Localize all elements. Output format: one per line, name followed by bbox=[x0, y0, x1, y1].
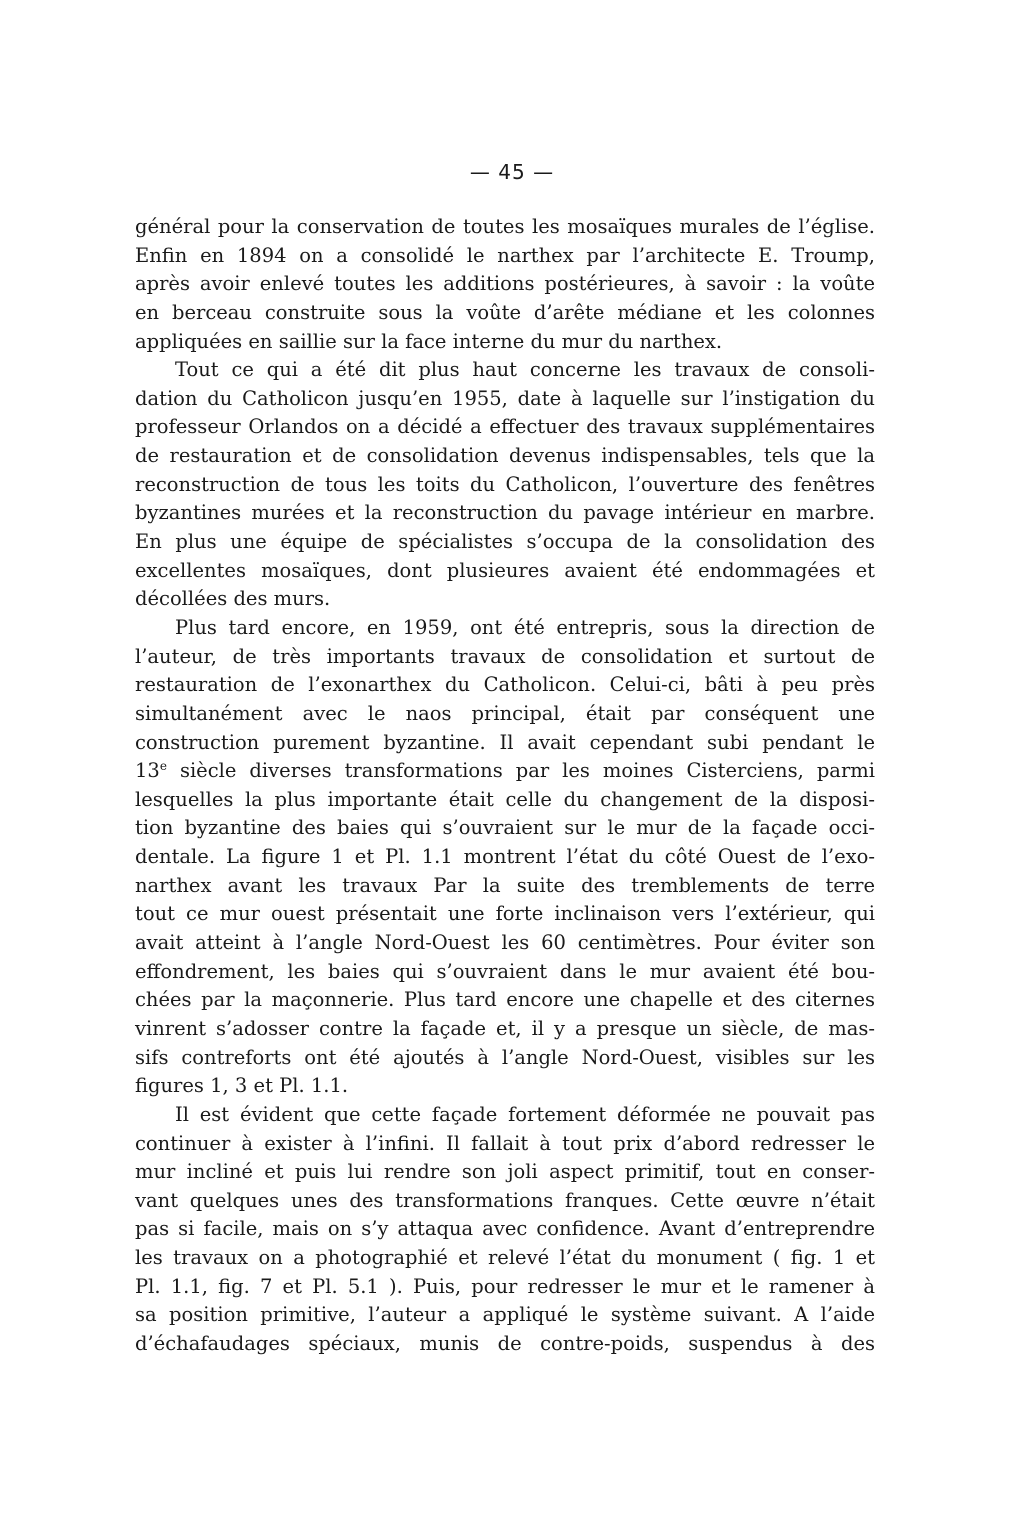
text-line: En plus une équipe de spécialistes s’occupa de la consolidation des bbox=[135, 530, 875, 554]
text-line: Plus tard encore, en 1959, ont été entrepris, sous la direction de bbox=[175, 615, 875, 639]
text-line: Tout ce qui a été dit plus haut concerne les travaux de consoli- bbox=[175, 358, 875, 382]
text-line: continuer à exister à l’infini. Il fallait à tout prix d’abord redresser le bbox=[135, 1131, 875, 1155]
text-line: chées par la maçonnerie. Plus tard encore une chapelle et des citernes bbox=[135, 988, 875, 1012]
text-line: tout ce mur ouest présentait une forte inclinaison vers l’extérieur, qui bbox=[135, 902, 875, 926]
text-line: simultanément avec le naos principal, était par conséquent une bbox=[135, 701, 875, 725]
page-number: — 45 — bbox=[469, 160, 555, 184]
text-line: en berceau construite sous la voûte d’arête médiane et les colonnes bbox=[135, 300, 875, 324]
text-line: effondrement, les baies qui s’ouvraient dans le mur avaient été bou- bbox=[135, 959, 875, 983]
text-line: général pour la conservation de toutes les mosaïques murales de l’église. bbox=[135, 215, 875, 238]
text-line: Pl. 1.1, fig. 7 et Pl. 5.1 ). Puis, pour redresser le mur et le ramener à bbox=[135, 1274, 875, 1298]
text-line: figures 1, 3 et Pl. 1.1. bbox=[135, 1074, 349, 1098]
text-line: avait atteint à l’angle Nord-Ouest les 60 centimètres. Pour éviter son bbox=[135, 931, 875, 955]
text-line: les travaux on a photographié et relevé l’état du monument ( fig. 1 et bbox=[135, 1246, 875, 1270]
text-line: lesquelles la plus importante était celle du changement de la disposi- bbox=[135, 787, 875, 811]
text-line: dation du Catholicon jusqu’en 1955, date à laquelle sur l’instigation du bbox=[135, 386, 875, 410]
text-line: construction purement byzantine. Il avait cependant subi pendant le bbox=[135, 730, 875, 754]
text-line: excellentes mosaïques, dont plusieures avaient été endommagées et bbox=[135, 558, 875, 582]
text-line: professeur Orlandos on a décidé a effectuer des travaux supplémentaires bbox=[135, 415, 875, 439]
text-line: après avoir enlevé toutes les additions postérieures, à savoir : la voûte bbox=[135, 272, 875, 296]
text-line: l’auteur, de très importants travaux de consolidation et surtout de bbox=[135, 644, 875, 668]
text-line: de restauration et de consolidation devenus indispensables, tels que la bbox=[135, 444, 875, 468]
text-line: sa position primitive, l’auteur a appliqué le système suivant. A l’aide bbox=[135, 1303, 875, 1327]
text-line: restauration de l’exonarthex du Catholicon. Celui-ci, bâti à peu près bbox=[135, 673, 875, 697]
text-line: tion byzantine des baies qui s’ouvraient sur le mur de la façade occi- bbox=[135, 816, 875, 840]
text-line: Enfin en 1894 on a consolidé le narthex par l’architecte E. Troump, bbox=[135, 243, 875, 267]
text-line: appliquées en saillie sur la face interne du mur du narthex. bbox=[135, 329, 723, 353]
text-line: reconstruction de tous les toits du Catholicon, l’ouverture des fenêtres bbox=[135, 472, 875, 496]
text-line: sifs contreforts ont été ajoutés à l’angle Nord-Ouest, visibles sur les bbox=[135, 1045, 875, 1069]
text-line: Il est évident que cette façade fortement déformée ne pouvait pas bbox=[175, 1102, 875, 1126]
body-text bbox=[135, 213, 875, 1359]
text-line: mur incliné et puis lui rendre son joli aspect primitif, tout en conser- bbox=[135, 1160, 875, 1184]
text-line: 13e siècle diverses transformations par les moines Cisterciens, parmi bbox=[135, 759, 875, 783]
text-line: byzantines murées et la reconstruction du pavage intérieur en marbre. bbox=[135, 501, 875, 525]
text-line: pas si facile, mais on s’y attaqua avec confidence. Avant d’entreprendre bbox=[135, 1217, 875, 1241]
text-line: vant quelques unes des transformations franques. Cette œuvre n’était bbox=[135, 1188, 875, 1212]
text-line: d’échafaudages spéciaux, munis de contre-poids, suspendus à des bbox=[135, 1331, 875, 1355]
text-line: dentale. La figure 1 et Pl. 1.1 montrent l’état du côté Ouest de l’exo- bbox=[135, 845, 875, 869]
text-line: narthex avant les travaux Par la suite des tremblements de terre bbox=[135, 873, 875, 897]
text-line: décollées des murs. bbox=[135, 587, 331, 611]
text-line: vinrent s’adosser contre la façade et, il y a presque un siècle, de mas- bbox=[135, 1016, 875, 1040]
